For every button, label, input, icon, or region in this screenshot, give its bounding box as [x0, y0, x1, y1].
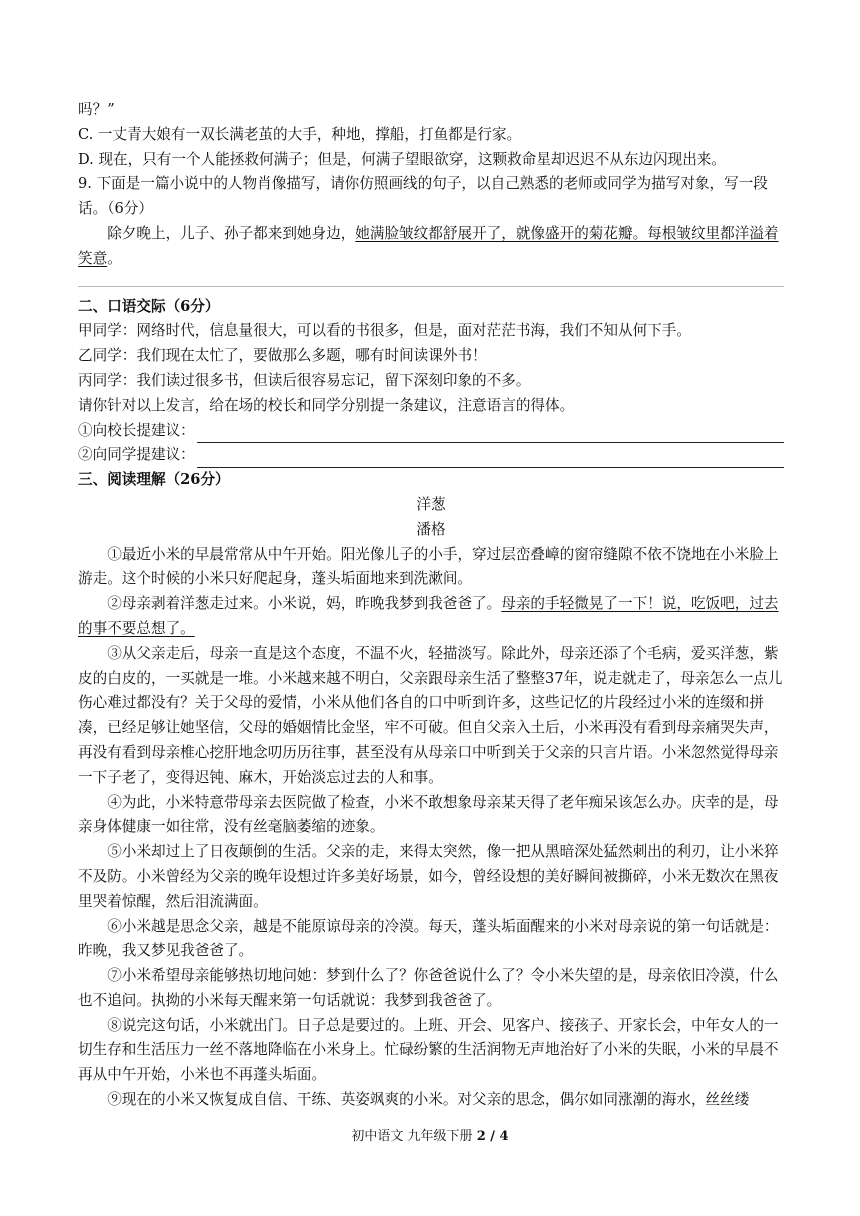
- page-number: 2 / 4: [476, 1129, 509, 1144]
- section-3-title: 三、阅读理解（26分）: [78, 471, 230, 489]
- question-9-example: [78, 222, 784, 272]
- section-2-task: 请你针对以上发言，给在场的校长和同学分别提一条建议，注意语言的得体。: [78, 396, 575, 414]
- principal-suggestion-label: ①向校长提建议：: [78, 421, 195, 439]
- paragraph-2-plain: ②母亲剥着洋葱走过来。小米说，妈，昨晚我梦到我爸爸了。: [107, 595, 502, 613]
- principal-suggestion-line: [78, 419, 784, 444]
- example-end-text: 。: [107, 249, 122, 267]
- article-title: 洋葱: [416, 495, 446, 513]
- paragraph-1: ①最近小米的早晨常常从中午开始。阳光像儿子的小手，穿过层峦叠嶂的窗帘缝隙不依不饶地在小米脸上游走。这个时候的小米只好爬起身，蓬头垢面地来到洗漱间。: [78, 545, 779, 588]
- document-page: [78, 98, 784, 1113]
- classmate-suggestion-blank[interactable]: [197, 450, 784, 468]
- paragraph-2-underlined: 母亲的手轻微晃了一下！说，吃饭吧，过去的事不要总想了。: [78, 595, 779, 637]
- paragraph-3: ③从父亲走后，母亲一直是这个态度，不温不火，轻描淡写。除此外，母亲还添了个毛病，爱买洋葱，紫皮的白皮的，一买就是一堆。小米越来越不明白，父亲跟母亲生活了整整37年，说走就走了，母亲怎么一点儿伤心难过都没有？关于父母的爱情，小米从他们各自的口中听到许多，这些记忆的片段经过小米的连缀和拼凑，已经足够让她坚信，父母的婚姻情比金坚，牢不可破。但自父亲入土后，小米再没有看到母亲痛哭失声，再没有看到母亲椎心挖肝地念叨历历往事，甚至没有从母亲口中听到关于父亲的只言片语。小米忽然觉得母亲一下子老了，变得迟钝、麻木，开始淡忘过去的人和事。: [78, 644, 783, 786]
- paragraph-7: ⑦小米希望母亲能够热切地问她：梦到什么了？你爸爸说什么了？令小米失望的是，母亲依旧冷漠，什么也不追问。执拗的小米每天醒来第一句话就说：我梦到我爸爸了。: [78, 967, 779, 1009]
- student-a-statement: 甲同学：网络时代，信息量很大，可以看的书很多，但是，面对茫茫书海，我们不知从何下手。: [78, 322, 691, 340]
- section-divider: [78, 286, 784, 287]
- student-b-statement: 乙同学：我们现在太忙了，要做那么多题，哪有时间读课外书！: [78, 347, 487, 365]
- prev-question-tail: 吗？”: [78, 101, 115, 118]
- paragraph-4: ④为此，小米特意带母亲去医院做了检查，小米不敢想象母亲某天得了老年痴呆该怎么办。庆幸的是，母亲身体健康一如往常，没有丝毫脑萎缩的迹象。: [78, 793, 779, 836]
- classmate-suggestion-line: [78, 443, 784, 468]
- paragraph-5: ⑤小米却过上了日夜颠倒的生活。父亲的走，来得太突然，像一把从黑暗深处猛然刺出的利刃，让小米猝不及防。小米曾经为父亲的晚年设想过许多美好场景，如今，曾经设想的美好瞬间被撕碎，小米无数次在黑夜里哭着惊醒，然后泪流满面。: [78, 843, 779, 910]
- paragraph-8: ⑧说完这句话，小米就出门。日子总是要过的。上班、开会、见客户、接孩子、开家长会，中年女人的一切生存和生活压力一丝不落地降临在小米身上。忙碌纷繁的生活润物无声地治好了小米的失眠，小米的早晨不再从中午开始，小米也不再蓬头垢面。: [78, 1016, 779, 1084]
- footer-text: 初中语文 九年级下册: [351, 1129, 477, 1144]
- paragraph-2: [78, 592, 784, 642]
- article-author: 潘格: [416, 520, 446, 538]
- page-footer: [0, 1125, 860, 1144]
- principal-suggestion-blank[interactable]: [197, 425, 784, 443]
- paragraph-9: ⑨现在的小米又恢复成自信、干练、英姿飒爽的小米。对父亲的思念，偶尔如同涨潮的海水，丝丝缕: [107, 1091, 750, 1109]
- classmate-suggestion-label: ②向同学提建议：: [78, 446, 195, 464]
- example-plain-text: 除夕晚上，儿子、孙子都来到她身边，: [107, 224, 356, 242]
- question-9-prompt: 9. 下面是一篇小说中的人物肖像描写，请你仿照画线的句子，以自己熟悉的老师或同学为描写对象，写一段话。（6分）: [78, 175, 768, 218]
- option-d: D. 现在，只有一个人能拯救何满子；但是，何满子望眼欲穿，这颗救命星却迟迟不从东边闪现出来。: [78, 150, 726, 168]
- section-2-title: 二、口语交际（6分）: [78, 297, 220, 315]
- example-underlined-text: 她满脸皱纹都舒展开了，就像盛开的菊花瓣。每根皱纹里都洋溢着笑意: [78, 224, 779, 267]
- student-c-statement: 丙同学：我们读过很多书，但读后很容易忘记，留下深刻印象的不多。: [78, 371, 531, 389]
- paragraph-6: ⑥小米越是思念父亲，越是不能原谅母亲的冷漠。每天，蓬头垢面醒来的小米对母亲说的第一句话就是：昨晚，我又梦见我爸爸了。: [78, 917, 779, 960]
- option-c: C. 一丈青大娘有一双长满老茧的大手，种地，撑船，打鱼都是行家。: [78, 125, 522, 143]
